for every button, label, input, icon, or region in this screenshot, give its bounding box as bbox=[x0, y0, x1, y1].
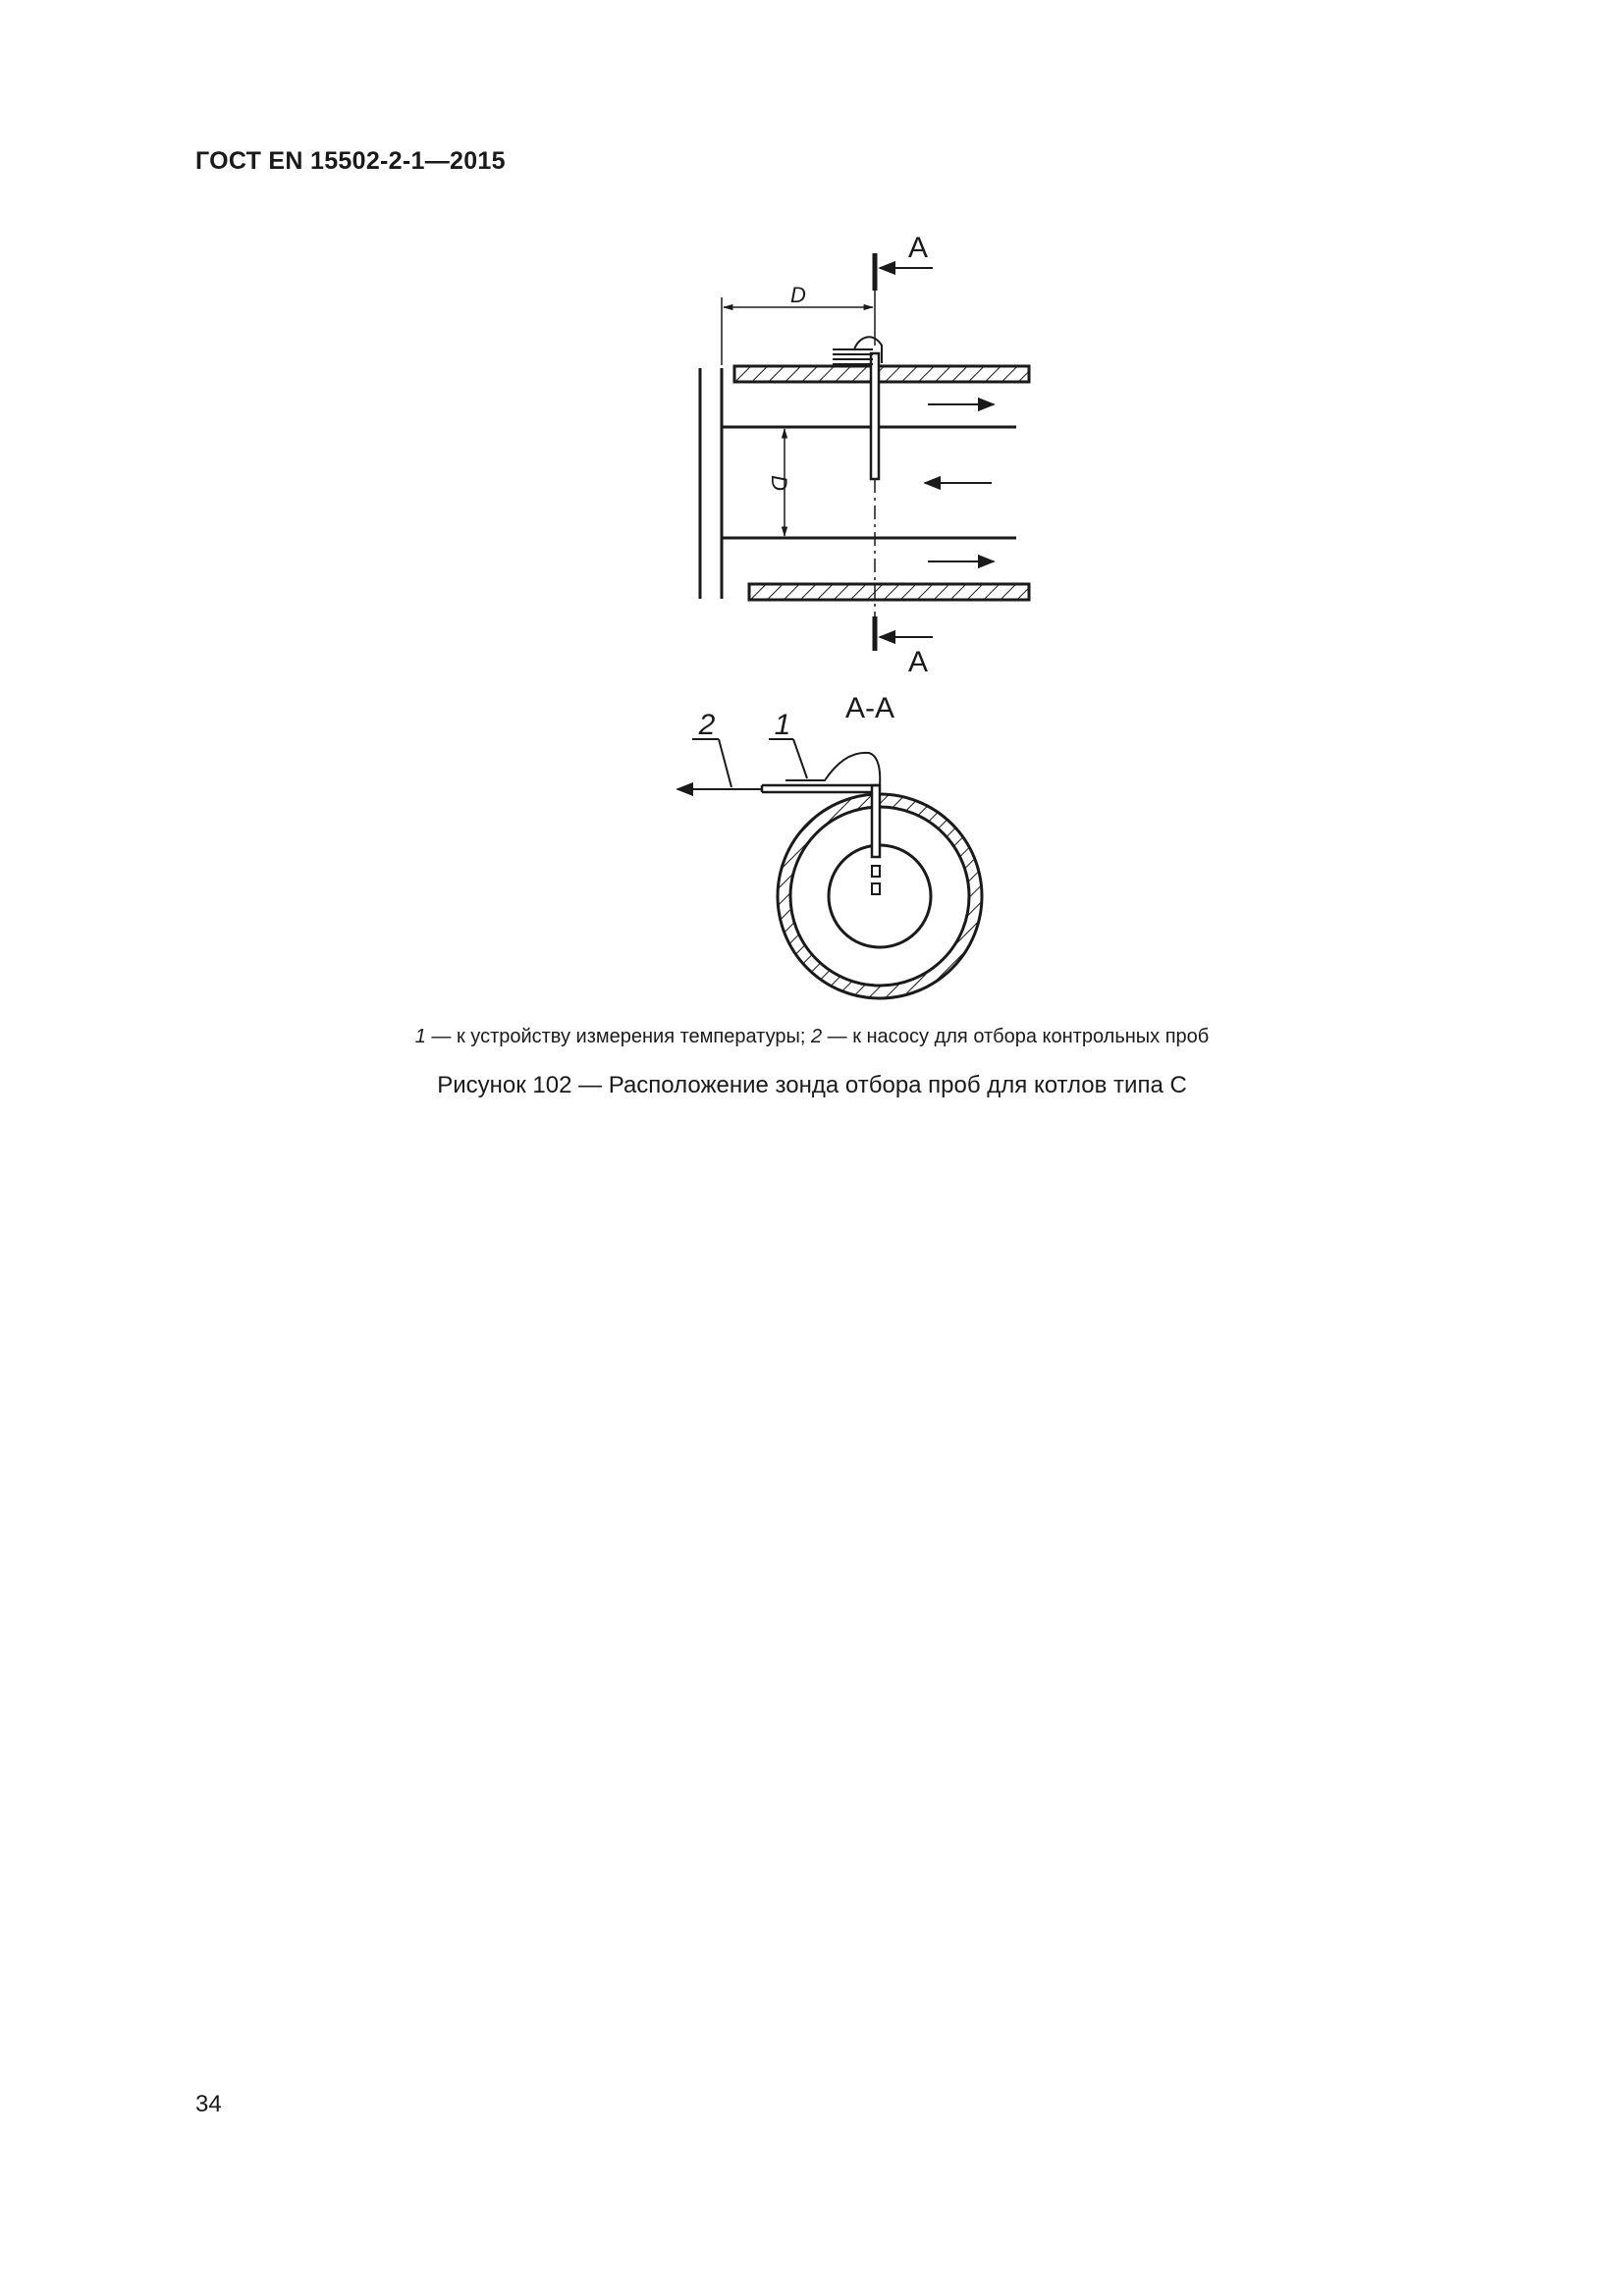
figure-legend bbox=[0, 1026, 1624, 1048]
sampling-probe-figure bbox=[0, 0, 1624, 1080]
callout-2-leader bbox=[719, 739, 731, 787]
probe-hole-2 bbox=[872, 883, 880, 894]
inner-pipe bbox=[829, 845, 931, 947]
outer-duct-bottom-wall bbox=[749, 584, 1029, 600]
section-mark-bottom-label: A bbox=[907, 646, 929, 678]
section-mark-top-label: A bbox=[907, 232, 929, 264]
page-number: 34 bbox=[195, 2091, 222, 2117]
probe-hole-1 bbox=[872, 866, 880, 877]
sampling-probe bbox=[871, 353, 879, 479]
longitudinal-section bbox=[700, 232, 1029, 678]
section-title: A-A bbox=[844, 692, 895, 724]
legend-item-1-number: 1 bbox=[414, 1026, 426, 1047]
legend-item-1-text: — к устройству измерения температуры; bbox=[425, 1026, 811, 1047]
legend-item-2-text: — к насосу для отбора контрольных проб bbox=[822, 1026, 1210, 1047]
cross-section-a-a bbox=[677, 692, 982, 998]
document-code-header: ГОСТ EN 15502-2-1—2015 bbox=[195, 147, 506, 175]
outer-duct-top-wall bbox=[734, 366, 1029, 382]
dimension-label-left: D bbox=[767, 475, 791, 491]
callout-1-label: 1 bbox=[774, 709, 791, 741]
probe-section-stem bbox=[872, 785, 880, 857]
callout-2-label: 2 bbox=[698, 709, 716, 741]
legend-item-2-number: 2 bbox=[810, 1026, 823, 1047]
dimension-label-top: D bbox=[790, 283, 806, 307]
figure-caption: Рисунок 102 — Расположение зонда отбора проб для котлов типа С bbox=[437, 1072, 1187, 1098]
callout-1-leader bbox=[793, 739, 807, 778]
